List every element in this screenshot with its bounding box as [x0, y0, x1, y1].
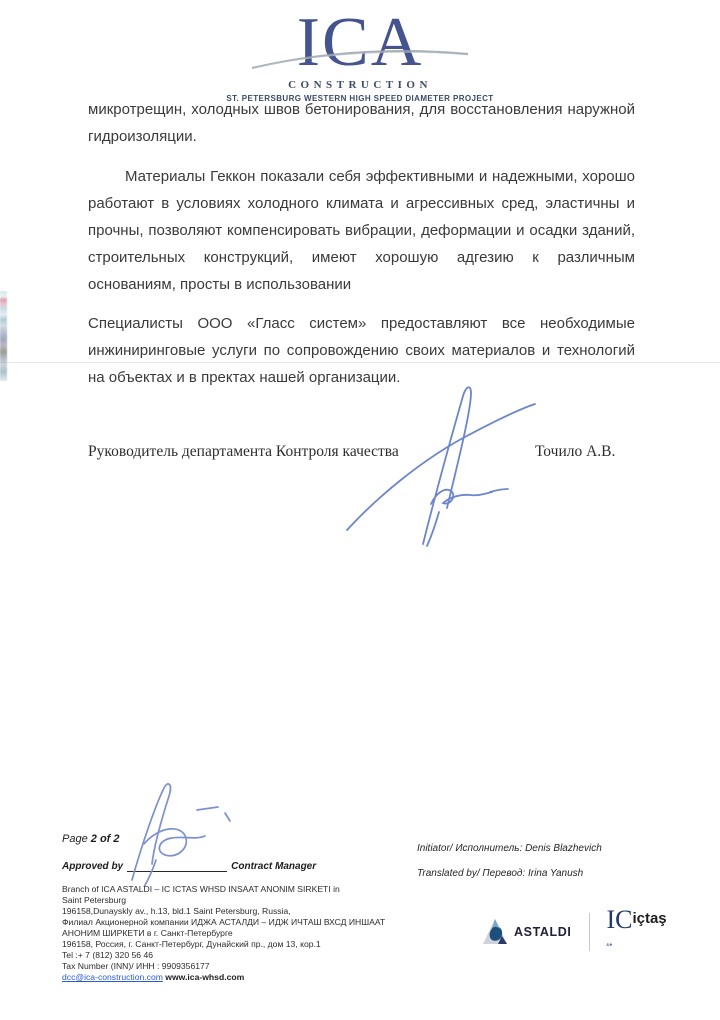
paragraph-1: микротрещин, холодных швов бетонирования, для восстановления наружной гидроизоляции.	[88, 101, 635, 145]
ica-logo: ICA	[296, 4, 424, 81]
address-line: 196158,Dunayskly av., h.13, bld.1 Saint Petersburg, Russia,	[62, 906, 291, 916]
page-label: Page	[62, 833, 88, 845]
website-text: www.ica-whsd.com	[165, 972, 245, 982]
address-line: Tax Number (INN)/ ИНН : 9909356177	[62, 961, 210, 971]
paragraph-2: Материалы Геккон показали себя эффективными и надежными, хорошо работают в условиях холодного климата и агрессивных сред, эластичны и прочны, позволяют компенсировать вибрации, деформации и осадки зданий, строительных конструкций, имеют хорошую адгезию к различным основаниям, просты в использовании	[88, 168, 635, 293]
ictas-ce-mark: ce	[606, 941, 613, 947]
approved-by-label: Approved by	[62, 861, 124, 872]
letterhead	[0, 4, 720, 103]
address-block	[62, 884, 392, 983]
paragraph-3: Специалисты ООО «Гласс систем» предоставляют все необходимые инжиниринговые услуги по сопровождению своих материалов и технологий на объектах и в пректах нашей организации.	[88, 315, 635, 386]
ictas-ic-mark: IC ce	[606, 908, 632, 957]
astaldi-logo	[482, 918, 571, 946]
page-number	[62, 833, 120, 845]
address-line: АНОНИМ ШИРКЕТИ в г. Санкт-Петербурге	[62, 928, 233, 938]
approved-row	[62, 861, 316, 872]
signatory-title: Руководитель департамента Контроля качества	[88, 443, 399, 460]
email-link[interactable]: dcc@ica-construction.com	[62, 972, 163, 982]
address-line: Branch of ICA ASTALDI – IC ICTAS WHSD INSAAT ANONIM SIRKETI in	[62, 884, 340, 894]
astaldi-wordmark: ASTALDI	[514, 925, 572, 939]
contact-line	[62, 972, 392, 983]
ictas-logo	[606, 904, 667, 957]
astaldi-triangle-icon	[482, 918, 508, 946]
address-line: Tel :+ 7 (812) 320 56 46	[62, 950, 154, 960]
logo-divider	[589, 913, 590, 951]
scan-artifact-line	[0, 362, 720, 363]
approval-signature-line	[127, 861, 227, 872]
ictas-wordmark: içtaş	[632, 909, 667, 927]
signatory-name: Точило А.В.	[535, 443, 616, 460]
translated-line: Translated by/ Перевод: Irina Yanush	[417, 868, 584, 879]
address-line: 196158, Россия, г. Санкт-Петербург, Дунайский пр., дом 13, кор.1	[62, 939, 321, 949]
handwritten-signature	[335, 382, 540, 547]
initiator-block	[417, 836, 602, 886]
scan-artifact-strip	[0, 291, 7, 381]
logo-tagline: ST. PETERSBURG WESTERN HIGH SPEED DIAMETER PROJECT	[226, 94, 494, 103]
initiator-line: Initiator/ Исполнитель: Denis Blazhevich	[417, 843, 602, 854]
letter-body	[88, 96, 635, 391]
approved-role: Contract Manager	[231, 861, 317, 872]
page-value: 2 of 2	[90, 833, 120, 845]
address-line: Филиал Акционерной компании ИДЖА АСТАЛДИ – ИДЖ ИЧТАШ ВХСД ИНШААТ	[62, 917, 386, 927]
address-line: Saint Petersburg	[62, 895, 127, 905]
partner-logos	[482, 904, 667, 956]
logo-subtitle: CONSTRUCTION	[288, 79, 432, 91]
